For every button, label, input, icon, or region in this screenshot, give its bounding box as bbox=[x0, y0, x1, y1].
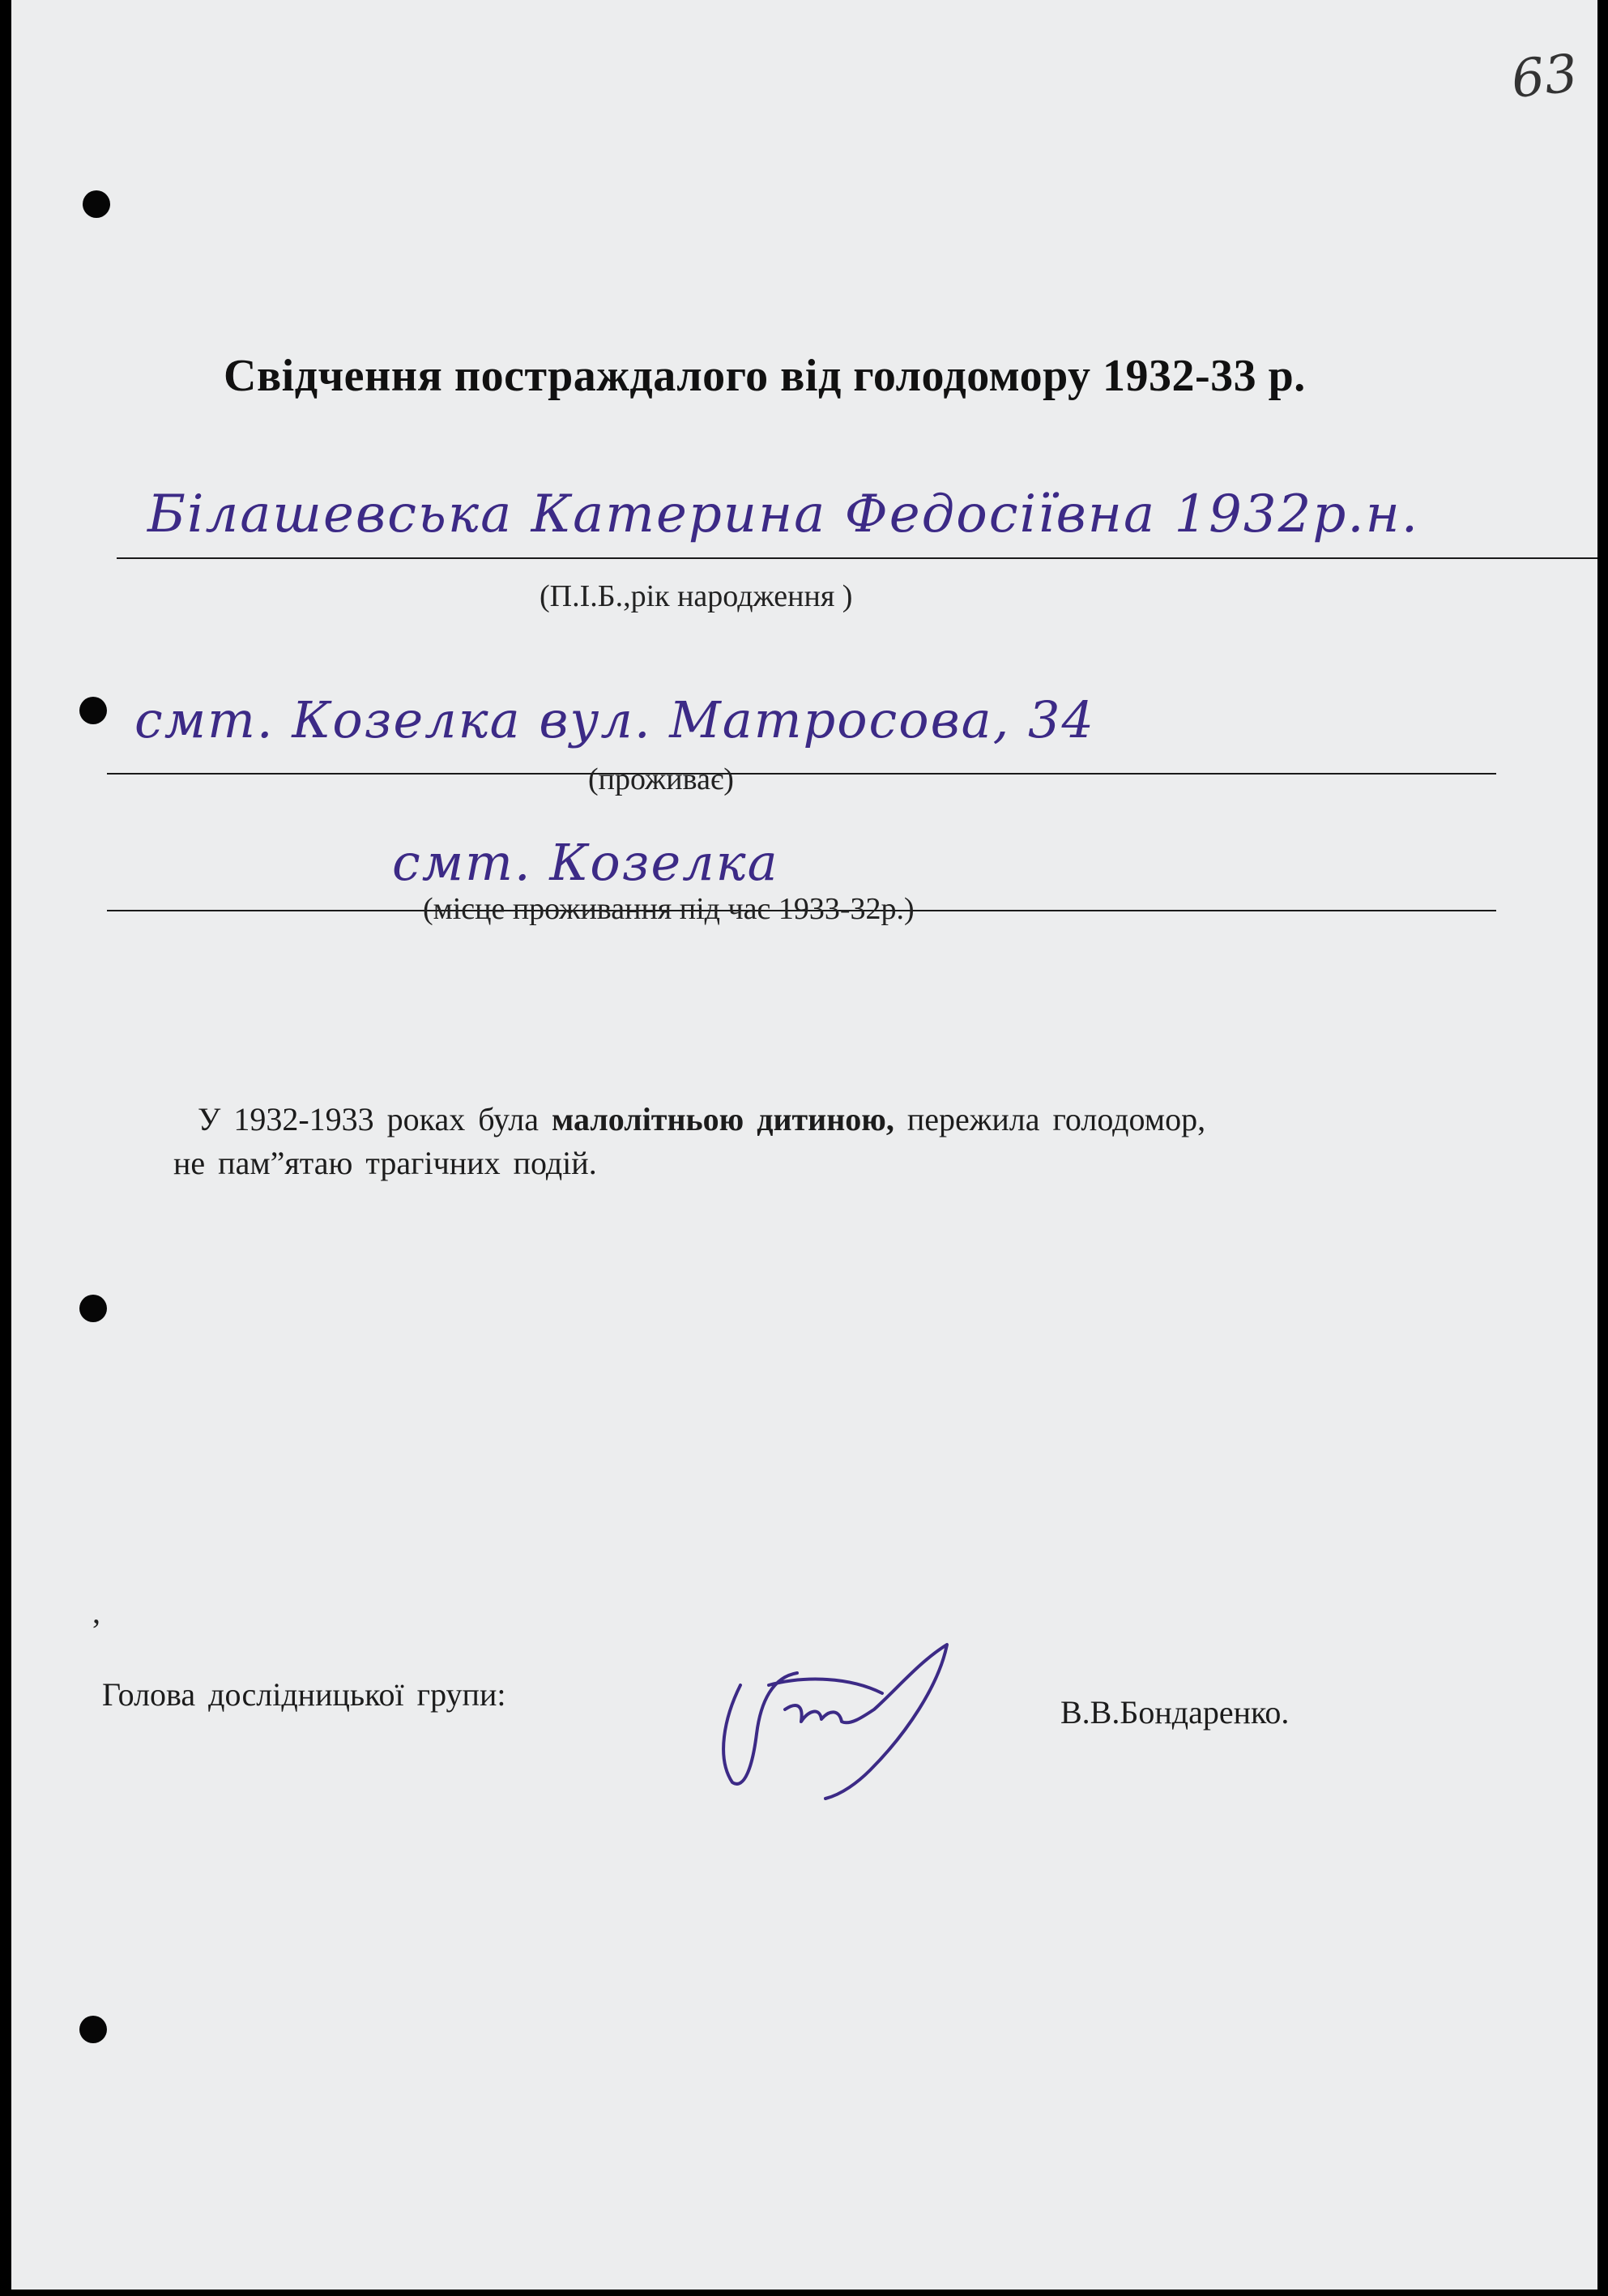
field-line-name bbox=[117, 557, 1597, 559]
stray-comma: , bbox=[92, 1594, 100, 1630]
document-title: Свідчення постраждалого від голодомору 1932-33 р. bbox=[224, 351, 1306, 401]
punch-hole bbox=[83, 190, 110, 218]
punch-hole bbox=[79, 697, 107, 724]
caption-residence: (проживає) bbox=[588, 762, 734, 796]
statement-line-1 bbox=[173, 1098, 1405, 1142]
statement-suffix: пережила голодомор, bbox=[894, 1101, 1206, 1137]
statement-prefix: У 1932-1933 роках була bbox=[198, 1101, 552, 1137]
handwritten-signature bbox=[708, 1628, 1000, 1807]
caption-name: (П.І.Б.,рік народження ) bbox=[540, 579, 853, 613]
caption-place: (місце проживання під час 1933-32р.) bbox=[423, 892, 915, 926]
document-page bbox=[11, 0, 1597, 2290]
signatory-name: В.В.Бондаренко. bbox=[1060, 1694, 1290, 1731]
handwritten-name: Білашевська Катерина Федосіївна 1932р.н. bbox=[147, 484, 1420, 544]
punch-hole bbox=[79, 1295, 107, 1322]
field-line-residence bbox=[107, 773, 1496, 775]
statement-line-2: не пам”ятаю трагічних подій. bbox=[173, 1145, 597, 1181]
statement-emphasis: малолітньою дитиною, bbox=[552, 1101, 894, 1137]
handwritten-place-1932-33: смт. Козелка bbox=[392, 833, 779, 892]
signatory-title: Голова дослідницької групи: bbox=[102, 1676, 506, 1713]
statement-text bbox=[173, 1098, 1405, 1185]
handwritten-residence: смт. Козелка вул. Матросова, 34 bbox=[134, 690, 1095, 749]
page-number: 63 bbox=[1508, 43, 1581, 111]
punch-hole bbox=[79, 2016, 107, 2043]
